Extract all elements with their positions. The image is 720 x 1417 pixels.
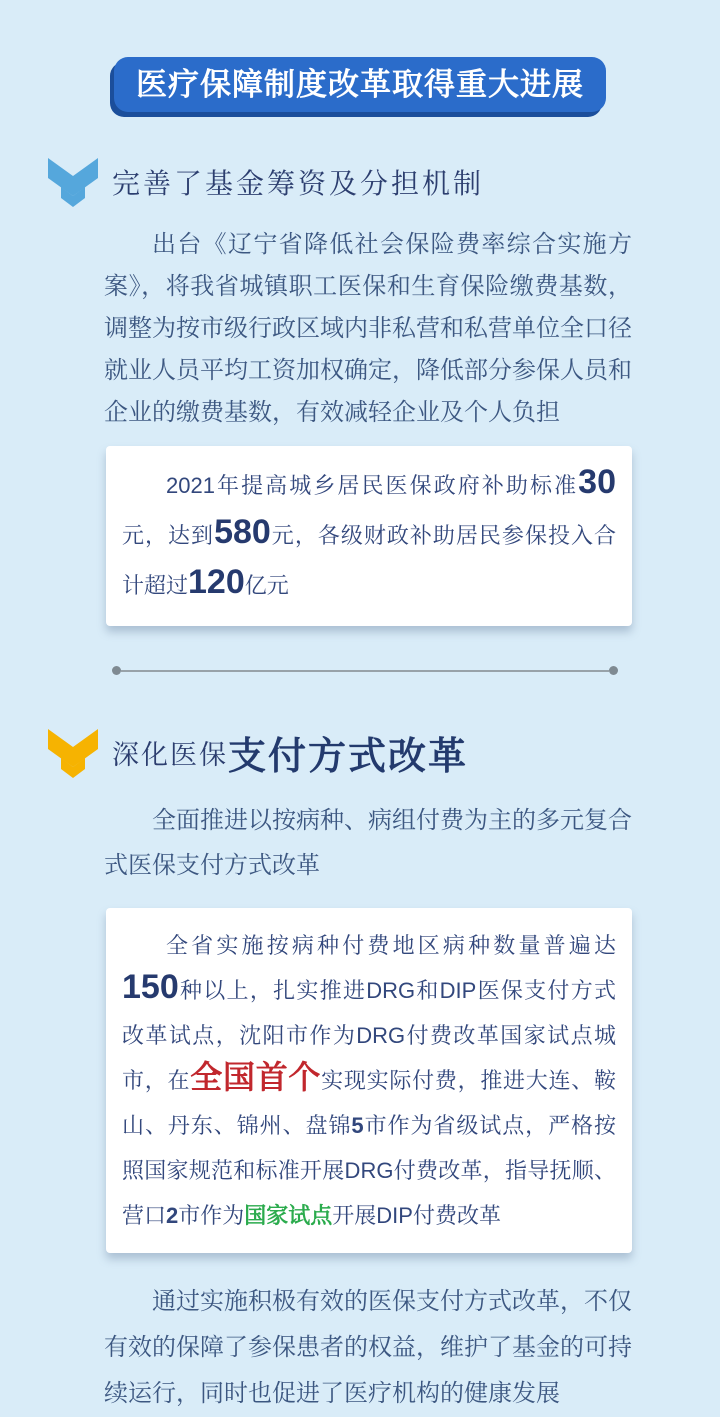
divider-dot-left (112, 666, 121, 675)
text-segment: 市作为省级试点，严格按照国家规范和标准开展DRG付费改革，指导抚顺、营口 (122, 1113, 616, 1228)
text-segment: 120 (188, 563, 245, 601)
section2-closing-paragraph: 通过实施积极有效的医保支付方式改革，不仅有效的保障了参保患者的权益，维护了基金的可持续运行，同时也促进了医疗机构的健康发展 (104, 1288, 632, 1407)
page-title-banner (114, 57, 606, 112)
text-segment: 种以上，扎实推进DRG和DIP医保支付方式改革试点，沈阳市作为DRG付费改革国家试点城市，在 (122, 978, 616, 1093)
text-segment: 2 (166, 1203, 179, 1228)
text-segment: 全省实施按病种付费地区病种数量普遍达 (166, 933, 616, 958)
text-segment: 市作为 (178, 1203, 245, 1228)
text-segment: 开展DIP付费改革 (332, 1203, 501, 1228)
divider-line (121, 670, 609, 672)
section2-paragraph: 全面推进以按病种、病组付费为主的多元复合式医保支付方式改革 (104, 807, 632, 879)
section-divider (112, 666, 618, 675)
text-segment: 150 (122, 968, 179, 1006)
section2-highlight-box (106, 908, 632, 1253)
chevron-double-down-icon (48, 727, 98, 779)
text-segment: 5 (351, 1113, 364, 1138)
text-segment: 580 (214, 513, 271, 551)
text-segment: 元，各级财政补助居民参保投入合计超过 (122, 523, 616, 598)
section1-heading (48, 156, 720, 208)
text-segment: 亿元 (244, 573, 289, 598)
text-segment: 实现实际付费，推进大连、鞍山、丹东、锦州、盘锦 (122, 1068, 616, 1138)
section2-heading (48, 725, 720, 780)
text-segment: 30 (578, 463, 616, 501)
chevron-double-down-icon (48, 156, 98, 208)
section1-highlight-box (106, 446, 632, 626)
infographic-page (0, 57, 720, 1407)
page-title: 医疗保障制度改革取得重大进展 (136, 67, 584, 102)
text-segment: 2021年提高城乡居民医保政府补助标准 (166, 473, 579, 498)
section2-title-prefix: 深化医保 (112, 740, 228, 770)
section2-title-emphasis: 支付方式改革 (228, 736, 469, 778)
text-segment: 国家试点 (244, 1203, 333, 1228)
text-segment: 元，达到 (122, 523, 215, 548)
divider-dot-right (609, 666, 618, 675)
section1-title: 完善了基金筹资及分担机制 (112, 168, 485, 199)
text-segment: 全国首个 (190, 1059, 322, 1095)
section1-paragraph: 出台《辽宁省降低社会保险费率综合实施方案》，将我省城镇职工医保和生育保险缴费基数，调整为按市级行政区域内非私营和私营单位全口径就业人员平均工资加权确定，降低部分参保人员和企业的缴费基数，有效减轻企业及个人负担 (104, 231, 632, 426)
